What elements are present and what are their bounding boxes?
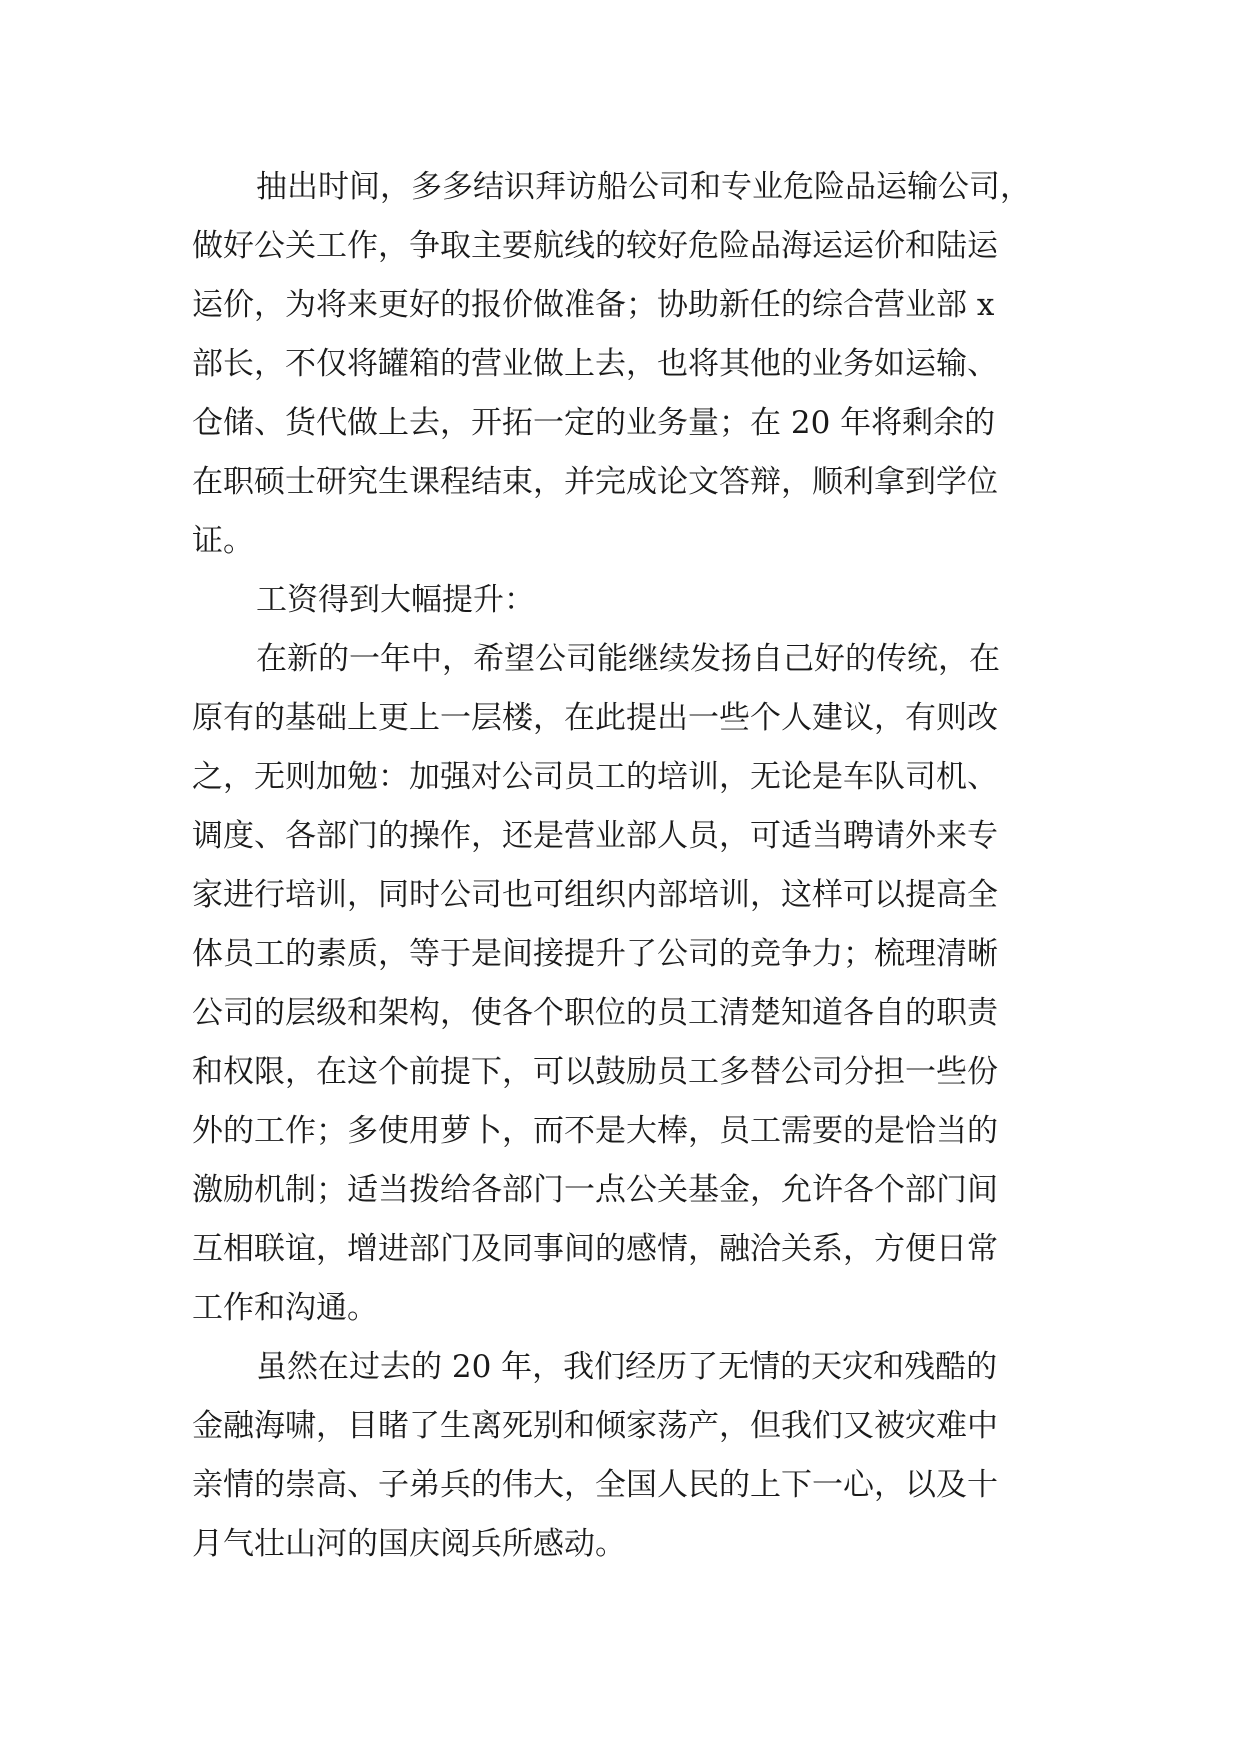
text-line: 在职硕士研究生课程结束，并完成论文答辩，顺利拿到学位 bbox=[192, 464, 998, 500]
text-line: 和权限，在这个前提下，可以鼓励员工多替公司分担一些份 bbox=[192, 1054, 998, 1090]
text-line: 抽出时间，多多结识拜访船公司和专业危险品运输公司， bbox=[256, 169, 1031, 205]
text-line: 证。 bbox=[192, 523, 254, 559]
text-line: 在新的一年中，希望公司能继续发扬自己好的传统，在 bbox=[256, 641, 1000, 677]
text-line: 激励机制；适当拨给各部门一点公关基金，允许各个部门间 bbox=[192, 1172, 998, 1208]
text-line: 部长，不仅将罐箱的营业做上去，也将其他的业务如运输、 bbox=[192, 346, 998, 382]
paragraph-3 bbox=[192, 630, 1052, 1338]
text-line: 体员工的素质，等于是间接提升了公司的竞争力；梳理清晰 bbox=[192, 936, 998, 972]
text-line: 做好公关工作，争取主要航线的较好危险品海运运价和陆运 bbox=[192, 228, 998, 264]
paragraph-1 bbox=[192, 158, 1052, 571]
text-line: 月气壮山河的国庆阅兵所感动。 bbox=[192, 1526, 626, 1562]
text-line: 外的工作；多使用萝卜，而不是大棒，员工需要的是恰当的 bbox=[192, 1113, 998, 1149]
text-line: 公司的层级和架构，使各个职位的员工清楚知道各自的职责 bbox=[192, 995, 998, 1031]
text-line: 金融海啸，目睹了生离死别和倾家荡产，但我们又被灾难中 bbox=[192, 1408, 998, 1444]
text-line: 工资得到大幅提升： bbox=[256, 582, 535, 618]
document-page bbox=[192, 158, 1052, 1574]
text-line: 调度、各部门的操作，还是营业部人员，可适当聘请外来专 bbox=[192, 818, 998, 854]
text-line: 家进行培训，同时公司也可组织内部培训，这样可以提高全 bbox=[192, 877, 998, 913]
text-line: 虽然在过去的 20 年，我们经历了无情的天灾和残酷的 bbox=[256, 1349, 998, 1385]
text-line: 原有的基础上更上一层楼，在此提出一些个人建议，有则改 bbox=[192, 700, 998, 736]
paragraph-2 bbox=[192, 571, 1052, 630]
text-line: 亲情的崇高、子弟兵的伟大，全国人民的上下一心，以及十 bbox=[192, 1467, 998, 1503]
text-line: 工作和沟通。 bbox=[192, 1290, 378, 1326]
text-line: 互相联谊，增进部门及同事间的感情，融洽关系，方便日常 bbox=[192, 1231, 998, 1267]
text-line: 运价，为将来更好的报价做准备；协助新任的综合营业部 x bbox=[192, 287, 995, 323]
text-line: 仓储、货代做上去，开拓一定的业务量；在 20 年将剩余的 bbox=[192, 405, 996, 441]
text-line: 之，无则加勉：加强对公司员工的培训，无论是车队司机、 bbox=[192, 759, 998, 795]
paragraph-4 bbox=[192, 1338, 1052, 1574]
